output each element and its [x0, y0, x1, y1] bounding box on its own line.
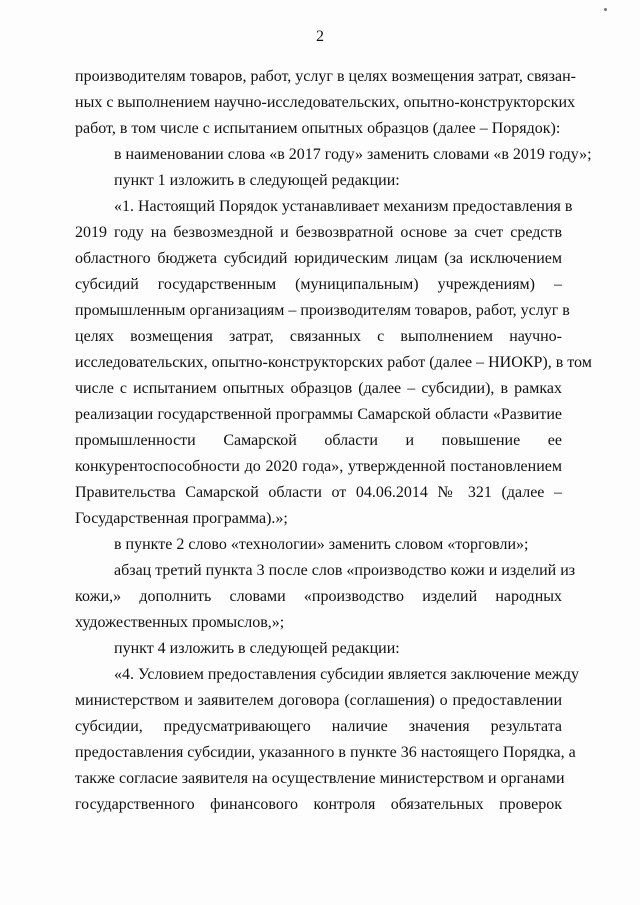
text-line: конкурентоспособности до 2020 года», утвержденной постановлением	[75, 458, 562, 475]
text-line: «1. Настоящий Порядок устанавливает механизм предоставления в	[114, 198, 573, 215]
scan-speck	[604, 8, 607, 11]
text-line: «4. Условием предоставления субсидии является заключение между	[114, 666, 579, 683]
text-line: ных с выполнением научно-исследовательских, опытно-конструкторских	[75, 94, 576, 111]
text-line: исследовательских, опытно-конструкторских работ (далее – НИОКР), в том	[75, 354, 592, 371]
text-line: областного бюджета субсидий юридическим лицам (за исключением	[75, 250, 562, 267]
page-number: 2	[316, 28, 324, 45]
text-line: работ, в том числе с испытанием опытных образцов (далее – Порядок):	[75, 120, 561, 137]
document-body	[75, 64, 592, 818]
text-line: пункт 1 изложить в следующей редакции:	[114, 172, 400, 189]
text-line: министерством и заявителем договора (соглашения) о предоставлении	[75, 692, 562, 709]
text-line: пункт 4 изложить в следующей редакции:	[114, 640, 400, 657]
text-line: реализации государственной программы Самарской области «Развитие	[75, 406, 562, 423]
text-line: также согласие заявителя на осуществление министерством и органами	[75, 770, 565, 787]
text-line: промышленным организациям – производителям товаров, работ, услуг в	[75, 302, 570, 319]
text-line: в пункте 2 слово «технологии» заменить словом «торговли»;	[114, 536, 529, 553]
text-line: кожи,» дополнить словами «производство изделий народных	[75, 588, 562, 605]
text-line: производителям товаров, работ, услуг в целях возмещения затрат, связан-	[75, 68, 576, 85]
text-line: субсидий государственным (муниципальным) учреждениям) –	[75, 276, 562, 293]
text-line: субсидии, предусматривающего наличие значения результата	[75, 718, 562, 735]
text-line: государственного финансового контроля обязательных проверок	[75, 796, 562, 813]
text-line: абзац третий пункта 3 после слов «производство кожи и изделий из	[114, 562, 576, 579]
text-line: Государственная программа).»;	[75, 510, 288, 527]
text-line: целях возмещения затрат, связанных с выполнением научно-	[75, 328, 562, 345]
text-line: предоставления субсидии, указанного в пункте 36 настоящего Порядка, а	[75, 744, 576, 761]
text-line: 2019 году на безвозмездной и безвозвратной основе за счет средств	[75, 224, 562, 241]
text-line: художественных промыслов,»;	[75, 614, 285, 631]
text-line: Правительства Самарской области от 04.06.2014 № 321 (далее –	[75, 484, 562, 501]
text-line: числе с испытанием опытных образцов (далее – субсидии), в рамках	[75, 380, 562, 397]
text-line: промышленности Самарской области и повышение ее	[75, 432, 562, 449]
text-line: в наименовании слова «в 2017 году» заменить словами «в 2019 году»;	[114, 146, 592, 163]
